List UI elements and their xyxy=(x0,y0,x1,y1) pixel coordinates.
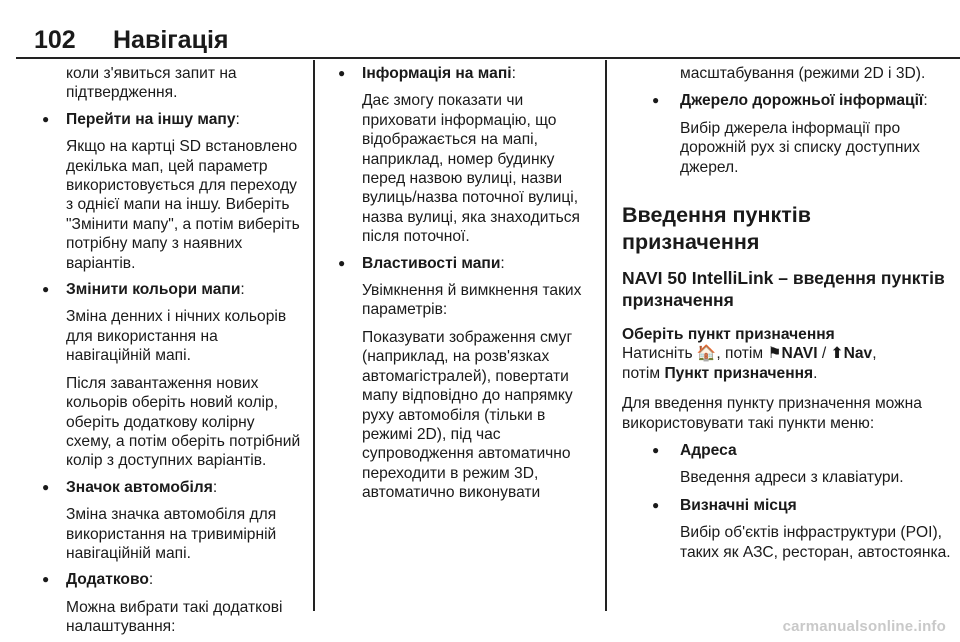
column-3 xyxy=(622,64,952,562)
item-description: Зміна денних і нічних кольорів для використання на навігаційній мапі. xyxy=(66,308,287,365)
list-item-poi: ● Визначні місця xyxy=(622,496,952,515)
list-item-map-colors: ● Змінити кольори мапи: xyxy=(42,280,304,299)
instruction-paragraph: Натисніть 🏠, потім ⚑NAVI / ⬆Nav, потім Пункт призначення. xyxy=(622,345,877,382)
list-item-map-info: ● Інформація на мапі: xyxy=(338,64,600,83)
list-item-address: ● Адреса xyxy=(622,441,952,460)
list-item-map-properties: ● Властивості мапи: xyxy=(338,254,600,273)
item-description: Введення адреси з клавіатури. xyxy=(680,469,904,487)
list-item-additional: ● Додатково: xyxy=(42,570,304,589)
menu-intro-paragraph: Для введення пункту призначення можна використовувати такі пункти меню: xyxy=(622,395,922,432)
intro-text: коли з'явиться запит на підтвердження. xyxy=(66,65,237,102)
page-number: 102 xyxy=(34,26,76,54)
list-item-car-icon: ● Значок автомобіля: xyxy=(42,478,304,497)
column-2 xyxy=(338,64,600,503)
watermark: carmanualsonline.info xyxy=(782,618,946,635)
paragraph-heading: Оберіть пункт призначення xyxy=(622,326,835,344)
subsection-heading: NAVI 50 IntelliLink – введення пунктів призначення xyxy=(622,268,945,311)
item-description: Вибір джерела інформації про дорожній рух зі списку доступних джерел. xyxy=(680,119,920,176)
page-title: Навігація xyxy=(113,26,229,54)
item-description: Дає змогу показати чи приховати інформацію, що відображається на мапі, наприклад, номер будинку перед назвою вулиці, назви вулиць/назва поточної вулиці, назва вулиці, яка знаходиться після поточної. xyxy=(362,92,580,246)
list-item-traffic-source: ● Джерело дорожньої інформації: xyxy=(622,91,952,110)
section-heading: Введення пунктів призначення xyxy=(622,203,811,255)
item-description: Після завантаження нових кольорів оберіть новий колір, оберіть додаткову колірну схему, а потім оберіть потрібний колір з доступних варіантів. xyxy=(66,374,301,470)
nav-arrow-icon: ⬆ xyxy=(830,345,844,363)
item-description: Можна вибрати такі додаткові налаштування: xyxy=(66,598,283,636)
continued-text: масштабування (режими 2D і 3D). xyxy=(680,65,926,82)
home-icon: 🏠 xyxy=(696,345,717,363)
item-description: Зміна значка автомобіля для використання на тривимірній навігаційній мапі. xyxy=(66,506,277,562)
item-description: Якщо на картці SD встановлено декілька мап, цей параметр використовується для переходу з однієї мапи на іншу. Виберіть "Змінити мапу", а потім виберіть потрібну мапу з наявних варіантів. xyxy=(66,138,300,272)
column-divider-1 xyxy=(313,60,315,611)
flag-icon: ⚑ xyxy=(767,345,782,363)
header-rule xyxy=(16,57,960,59)
column-divider-2 xyxy=(605,60,607,611)
item-description: Показувати зображення смуг (наприклад, на розв'язках автомагістралей), повертати мапу відповідно до напрямку руху автомобіля (тільки в режимі 2D), під час супроводження автоматично переходити в режим 3D, автоматично виконувати xyxy=(362,328,573,502)
list-item-other-map: ● Перейти на іншу мапу: xyxy=(42,110,304,129)
item-description: Увімкнення й вимкнення таких параметрів: xyxy=(362,282,582,319)
page-header xyxy=(0,0,960,56)
item-description: Вибір об'єктів інфраструктури (POI), таких як АЗС, ресторан, автостоянка. xyxy=(680,524,951,561)
column-1 xyxy=(42,64,304,637)
